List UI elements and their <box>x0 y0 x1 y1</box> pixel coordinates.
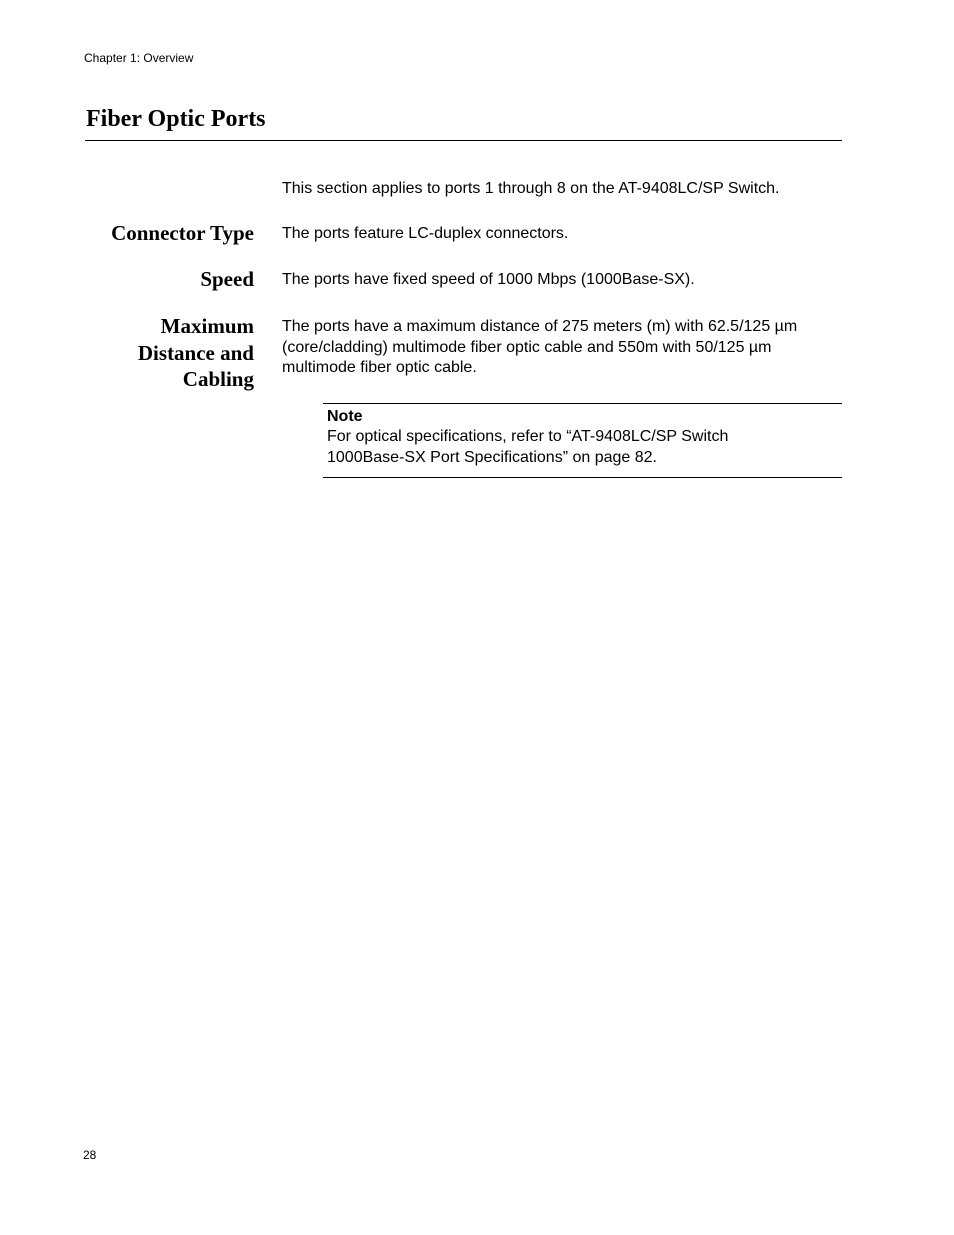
subsection-text-connector-type: The ports feature LC-duplex connectors. <box>282 225 569 242</box>
section-intro: This section applies to ports 1 through 8 on the AT-9408LC/SP Switch. <box>282 180 780 197</box>
subsection-heading-speed: Speed <box>200 267 254 291</box>
note-label: Note <box>327 408 363 425</box>
note-box <box>323 403 842 478</box>
section-title: Fiber Optic Ports <box>86 106 266 132</box>
subsection-text-max-distance: The ports have a maximum distance of 275 meters (m) with 62.5/125 µm (core/cladding) multimode fiber optic cable and 550m with 50/125 µm multimode fiber optic cable. <box>282 318 798 376</box>
note-text: For optical specifications, refer to “AT-9408LC/SP Switch 1000Base-SX Port Specifications” on page 82. <box>327 428 729 466</box>
page-number: 28 <box>83 1148 97 1162</box>
title-rule <box>85 140 842 141</box>
running-header: Chapter 1: Overview <box>84 51 194 65</box>
subsection-heading-connector-type: Connector Type <box>111 221 254 245</box>
subsection-heading-max-distance: Maximum Distance and Cabling <box>137 314 254 391</box>
subsection-text-speed: The ports have fixed speed of 1000 Mbps (1000Base-SX). <box>282 271 695 288</box>
